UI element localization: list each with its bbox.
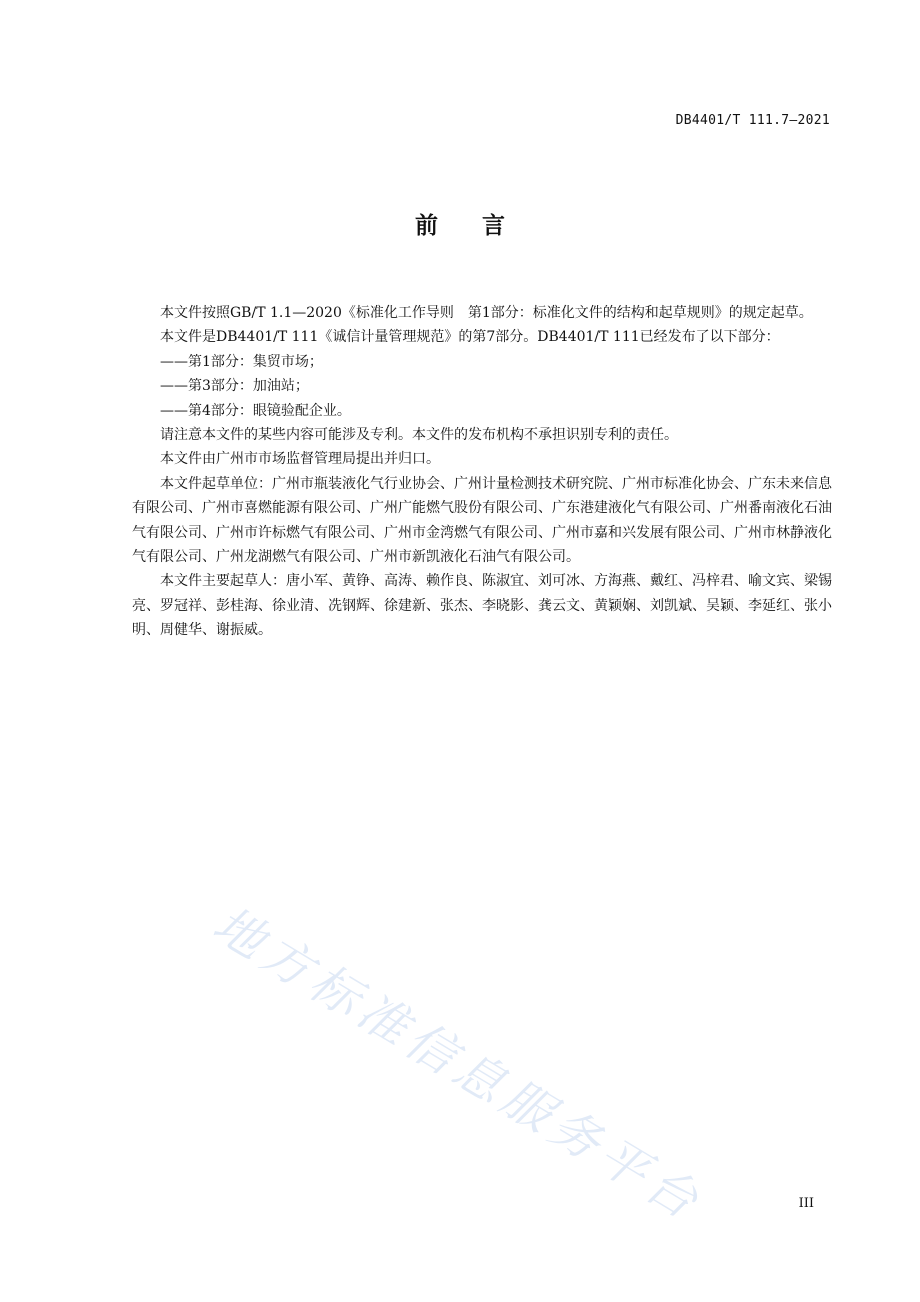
paragraph-drafters: 本文件主要起草人：唐小军、黄铮、高涛、赖作良、陈淑宜、刘可冰、方海燕、戴红、冯梓君、喻文宾、梁锡亮、罗冠祥、彭桂海、徐业清、冼钢辉、徐建新、张杰、李晓影、龚云文、黄颖娴、刘凯斌、吴颖、李延红、张小明、周健华、谢振威。 <box>132 573 832 639</box>
paragraph-patent-notice: 请注意本文件的某些内容可能涉及专利。本文件的发布机构不承担识别专利的责任。 <box>160 427 678 444</box>
paragraph-drafting-units: 本文件起草单位：广州市瓶装液化气行业协会、广州计量检测技术研究院、广州市标准化协会、广东未来信息有限公司、广州市喜燃能源有限公司、广州广能燃气股份有限公司、广东港建液化气有限公司、广州番南液化石油气有限公司、广州市许标燃气有限公司、广州市金湾燃气有限公司、广州市嘉和兴发展有限公司、广州市林静液化气有限公司、广州龙湖燃气有限公司、广州市新凯液化石油气有限公司。 <box>132 475 832 566</box>
watermark: 地方标准信息服务平台 <box>203 895 713 1233</box>
list-item-part-1: ——第1部分：集贸市场； <box>160 353 323 370</box>
foreword-body <box>132 301 832 643</box>
paragraph-drafting-rules: 本文件按照GB/T 1.1—2020《标准化工作导则 第1部分：标准化文件的结构和起草规则》的规定起草。 <box>160 305 813 321</box>
paragraph-proposer: 本文件由广州市市场监督管理局提出并归口。 <box>160 451 440 468</box>
list-item-part-4: ——第4部分：眼镜验配企业。 <box>160 402 351 419</box>
section-title: 前言 <box>415 213 549 239</box>
standard-code: DB4401/T 111.7—2021 <box>675 113 830 128</box>
paragraph-series-info: 本文件是DB4401/T 111《诚信计量管理规范》的第7部分。DB4401/T 111已经发布了以下部分： <box>160 329 780 346</box>
list-item-part-3: ——第3部分：加油站； <box>160 378 309 395</box>
page-number: III <box>798 1196 814 1211</box>
